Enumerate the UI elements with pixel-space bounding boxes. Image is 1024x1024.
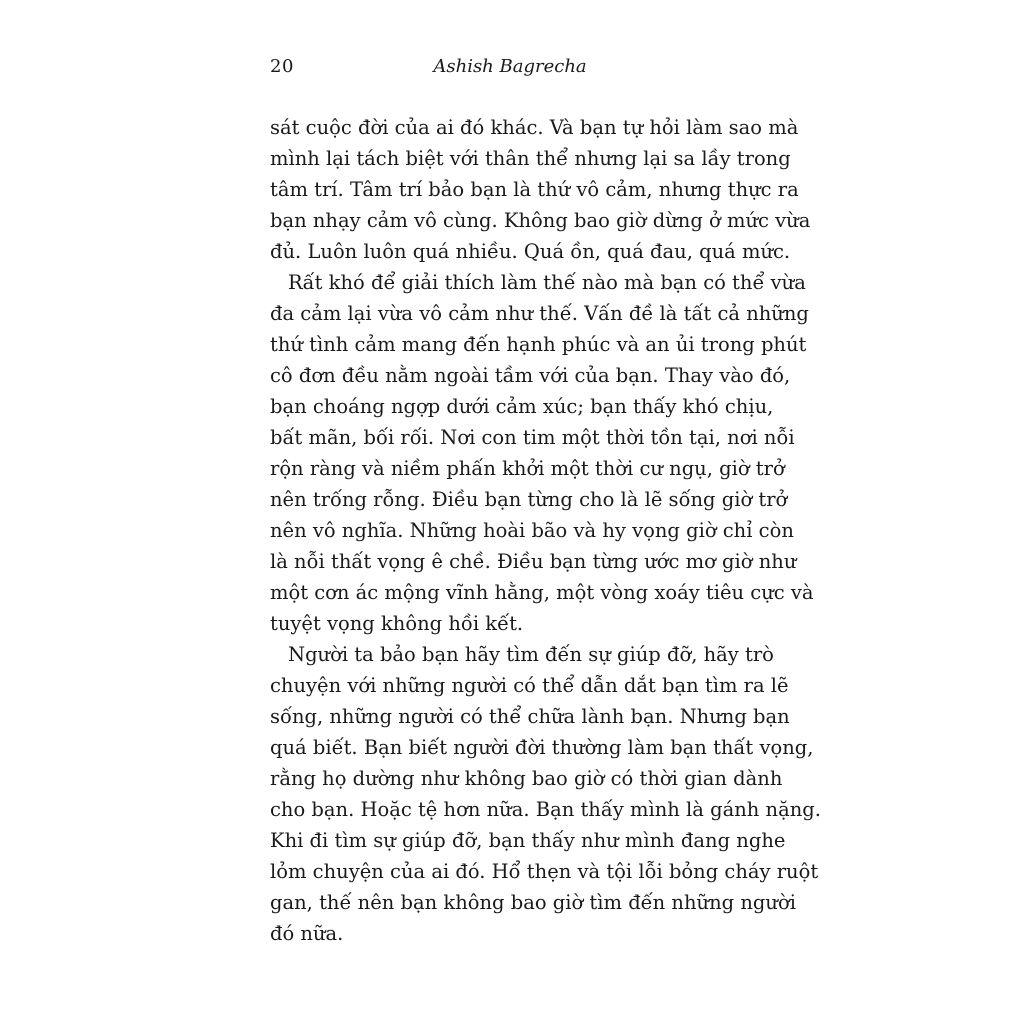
text-line: gan, thế nên bạn không bao giờ tìm đến những người: [270, 891, 796, 914]
text-line: sát cuộc đời của ai đó khác. Và bạn tự hỏi làm sao mà: [270, 116, 799, 139]
text-line: Khi đi tìm sự giúp đỡ, bạn thấy như mình đang nghe: [270, 829, 786, 852]
text-line: nên vô nghĩa. Những hoài bão và hy vọng giờ chỉ còn: [270, 519, 794, 542]
text-line: quá biết. Bạn biết người đời thường làm bạn thất vọng,: [270, 736, 814, 759]
text-line: một cơn ác mộng vĩnh hằng, một vòng xoáy tiêu cực và: [270, 581, 814, 604]
text-line: bạn nhạy cảm vô cùng. Không bao giờ dừng ở mức vừa: [270, 209, 811, 232]
book-author: Ashish Bagrecha: [433, 56, 587, 77]
text-line: thứ tình cảm mang đến hạnh phúc và an ủi trong phút: [270, 333, 807, 356]
text-line: là nỗi thất vọng ê chề. Điều bạn từng ước mơ giờ như: [270, 550, 797, 573]
page-number: 20: [270, 56, 294, 77]
running-head: [270, 56, 750, 86]
text-line: cô đơn đều nằm ngoài tầm với của bạn. Thay vào đó,: [270, 364, 791, 387]
text-line: bạn choáng ngợp dưới cảm xúc; bạn thấy khó chịu,: [270, 395, 774, 418]
text-line: bất mãn, bối rối. Nơi con tim một thời tồn tại, nơi nỗi: [270, 426, 795, 449]
text-line: lỏm chuyện của ai đó. Hổ thẹn và tội lỗi bỏng cháy ruột: [270, 860, 819, 883]
text-line: rộn ràng và niềm phấn khởi một thời cư ngụ, giờ trở: [270, 457, 785, 480]
text-line: đó nữa.: [270, 922, 344, 945]
text-line: mình lại tách biệt với thân thể nhưng lại sa lầy trong: [270, 147, 791, 170]
text-line: tuyệt vọng không hồi kết.: [270, 612, 524, 635]
text-line: Rất khó để giải thích làm thế nào mà bạn có thể vừa: [288, 271, 806, 294]
text-line: nên trống rỗng. Điều bạn từng cho là lẽ sống giờ trở: [270, 488, 788, 511]
text-line: Người ta bảo bạn hãy tìm đến sự giúp đỡ, hãy trò: [288, 643, 774, 666]
text-line: sống, những người có thể chữa lành bạn. Nhưng bạn: [270, 705, 790, 728]
text-line: chuyện với những người có thể dẫn dắt bạn tìm ra lẽ: [270, 674, 789, 697]
text-line: rằng họ dường như không bao giờ có thời gian dành: [270, 767, 783, 790]
text-line: đa cảm lại vừa vô cảm như thế. Vấn đề là tất cả những: [270, 302, 809, 325]
body-text: [270, 112, 821, 949]
text-line: đủ. Luôn luôn quá nhiều. Quá ồn, quá đau, quá mức.: [270, 240, 791, 263]
text-line: cho bạn. Hoặc tệ hơn nữa. Bạn thấy mình là gánh nặng.: [270, 798, 821, 821]
text-line: tâm trí. Tâm trí bảo bạn là thứ vô cảm, nhưng thực ra: [270, 178, 799, 201]
